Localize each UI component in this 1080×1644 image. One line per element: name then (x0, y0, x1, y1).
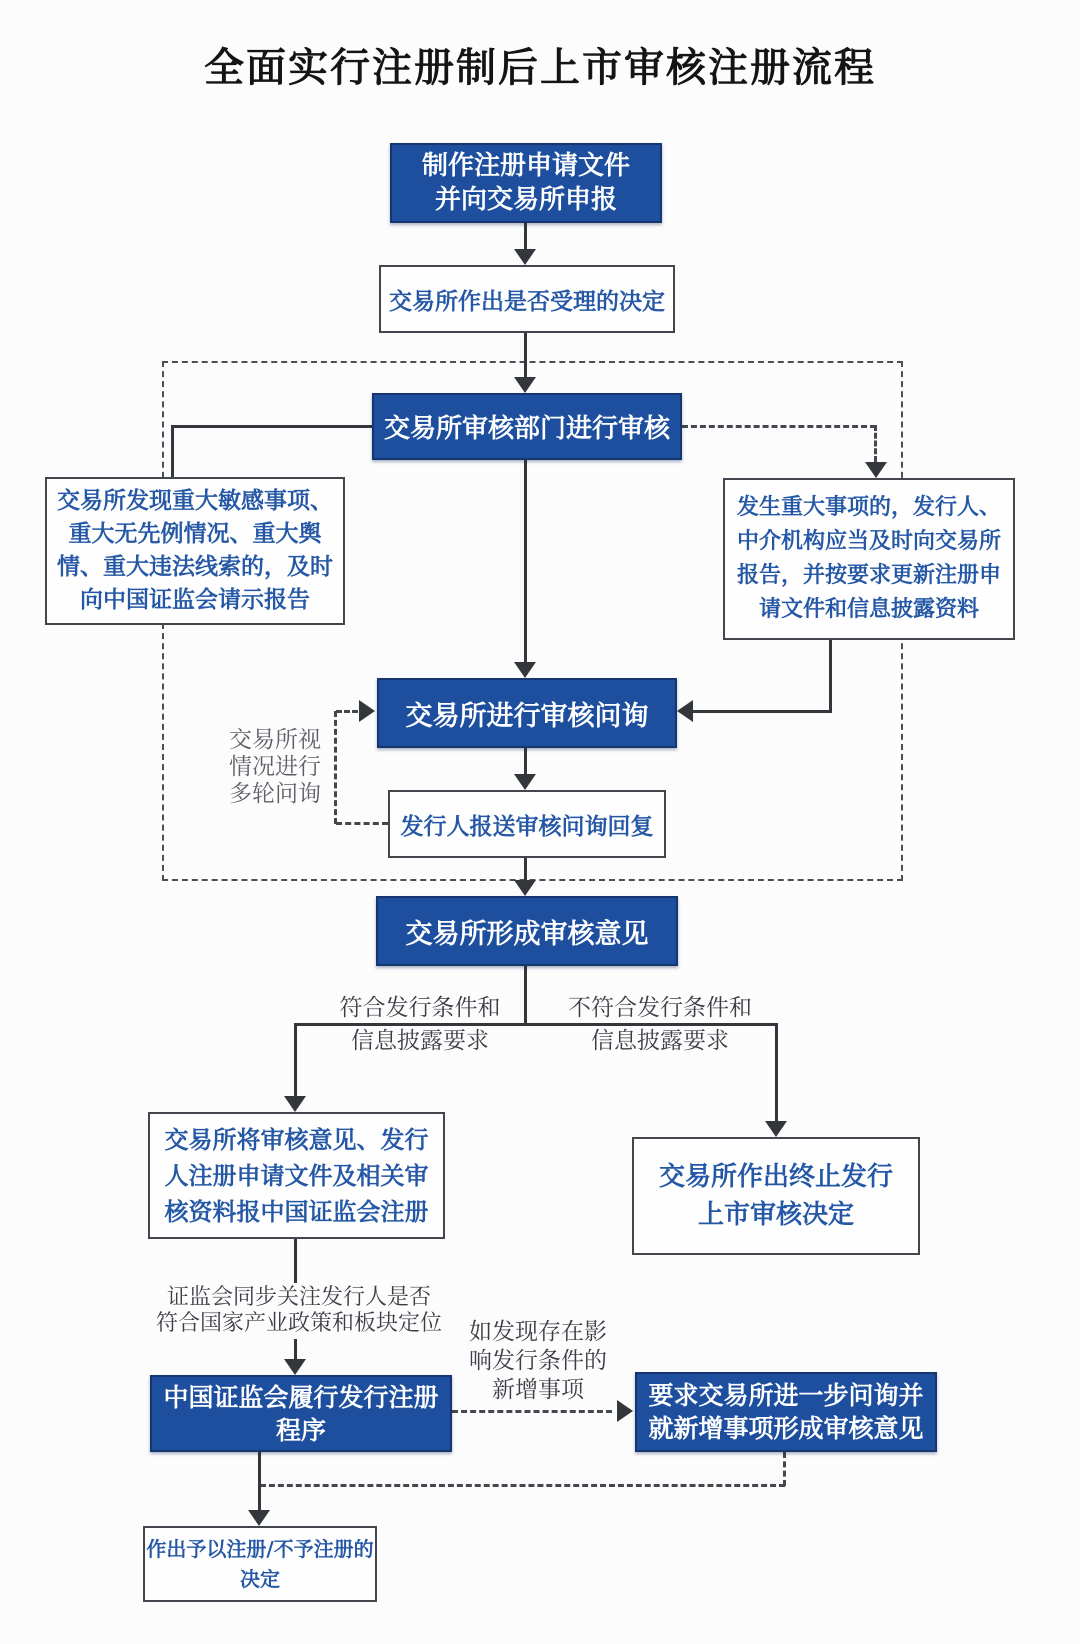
node-further-inquiry: 要求交易所进一步问询并 就新增事项形成审核意见 (635, 1372, 937, 1452)
arrowhead-submit-registration (284, 1359, 306, 1375)
label-branch-meets-requirements: 符合发行条件和 信息披露要求 (339, 995, 501, 1054)
node-review-department: 交易所审核部门进行审核 (372, 393, 682, 460)
label-branch-not-meets-requirements: 不符合发行条件和 信息披露要求 (568, 995, 752, 1054)
label-csrc-concern: 证监会同步关注发行人是否 符合国家产业政策和板块定位 (144, 1283, 454, 1339)
node-terminate-review: 交易所作出终止发行 上市审核决定 (632, 1137, 920, 1255)
node-final-decision: 作出予以注册/不予注册的 决定 (143, 1526, 377, 1602)
arrowhead-review-events (865, 462, 887, 478)
node-major-events-report: 发生重大事项的，发行人、 中介机构应当及时向交易所 报告，并按要求更新注册申 请文件和信息披露资料 (723, 478, 1015, 640)
node-exchange-inquiry: 交易所进行审核问询 (377, 678, 677, 748)
loop-top-dash (336, 710, 358, 713)
arrowhead-prepare-acceptance (514, 249, 536, 265)
connector-acceptance-review (524, 333, 527, 377)
connector-review-inquiry (524, 460, 527, 662)
page-title: 全面实行注册制后上市审核注册流程 (204, 45, 876, 91)
connector-opinion-split (524, 966, 527, 1026)
label-new-matters: 如发现存在影 响发行条件的 新增事项 (469, 1319, 607, 1403)
arrowhead-branch-right (765, 1121, 787, 1137)
arrowhead-branch-left (284, 1096, 306, 1112)
node-acceptance-decision: 交易所作出是否受理的决定 (379, 265, 675, 333)
node-submit-to-csrc: 交易所将审核意见、发行 人注册申请文件及相关审 核资料报中国证监会注册 (148, 1112, 445, 1239)
label-multi-round-inquiry: 交易所视 情况进行 多轮问询 (229, 727, 321, 807)
connector-branch-right-v (775, 1023, 778, 1121)
arrowhead-registration-final (248, 1510, 270, 1526)
connector-registration-further (452, 1410, 612, 1413)
arrowhead-events-inquiry (677, 700, 693, 722)
node-review-opinion: 交易所形成审核意见 (376, 896, 678, 966)
connector-events-inquiry-h (693, 710, 832, 713)
node-issuer-reply: 发行人报送审核问询回复 (388, 790, 666, 858)
connector-review-report-v (171, 425, 174, 477)
arrowhead-review-inquiry (514, 662, 536, 678)
arrowhead-reply-opinion (514, 880, 536, 896)
node-prepare-application: 制作注册申请文件 并向交易所申报 (390, 143, 662, 223)
loop-bottom-dash (336, 822, 388, 825)
connector-registration-final (258, 1452, 261, 1510)
node-csrc-registration-procedure: 中国证监会履行发行注册 程序 (150, 1375, 452, 1452)
connector-further-return-h (260, 1484, 785, 1487)
connector-review-report-h (172, 425, 372, 428)
connector-review-events-h (682, 425, 876, 428)
connector-review-events-v (874, 425, 877, 462)
connector-further-return-v (783, 1452, 786, 1486)
connector-prepare-acceptance (524, 223, 527, 251)
connector-reply-opinion (524, 858, 527, 880)
connector-inquiry-reply (524, 748, 527, 774)
arrowhead-loop-inquiry (359, 700, 375, 722)
node-report-to-csrc: 交易所发现重大敏感事项、 重大无先例情况、重大舆 情、重大违法线索的，及时 向中国证监会请示报告 (45, 477, 345, 625)
arrowhead-registration-further (617, 1400, 633, 1422)
arrowhead-acceptance-review (514, 377, 536, 393)
connector-events-inquiry-v (829, 640, 832, 711)
connector-branch-left-v (294, 1023, 297, 1096)
arrowhead-inquiry-reply (514, 774, 536, 790)
